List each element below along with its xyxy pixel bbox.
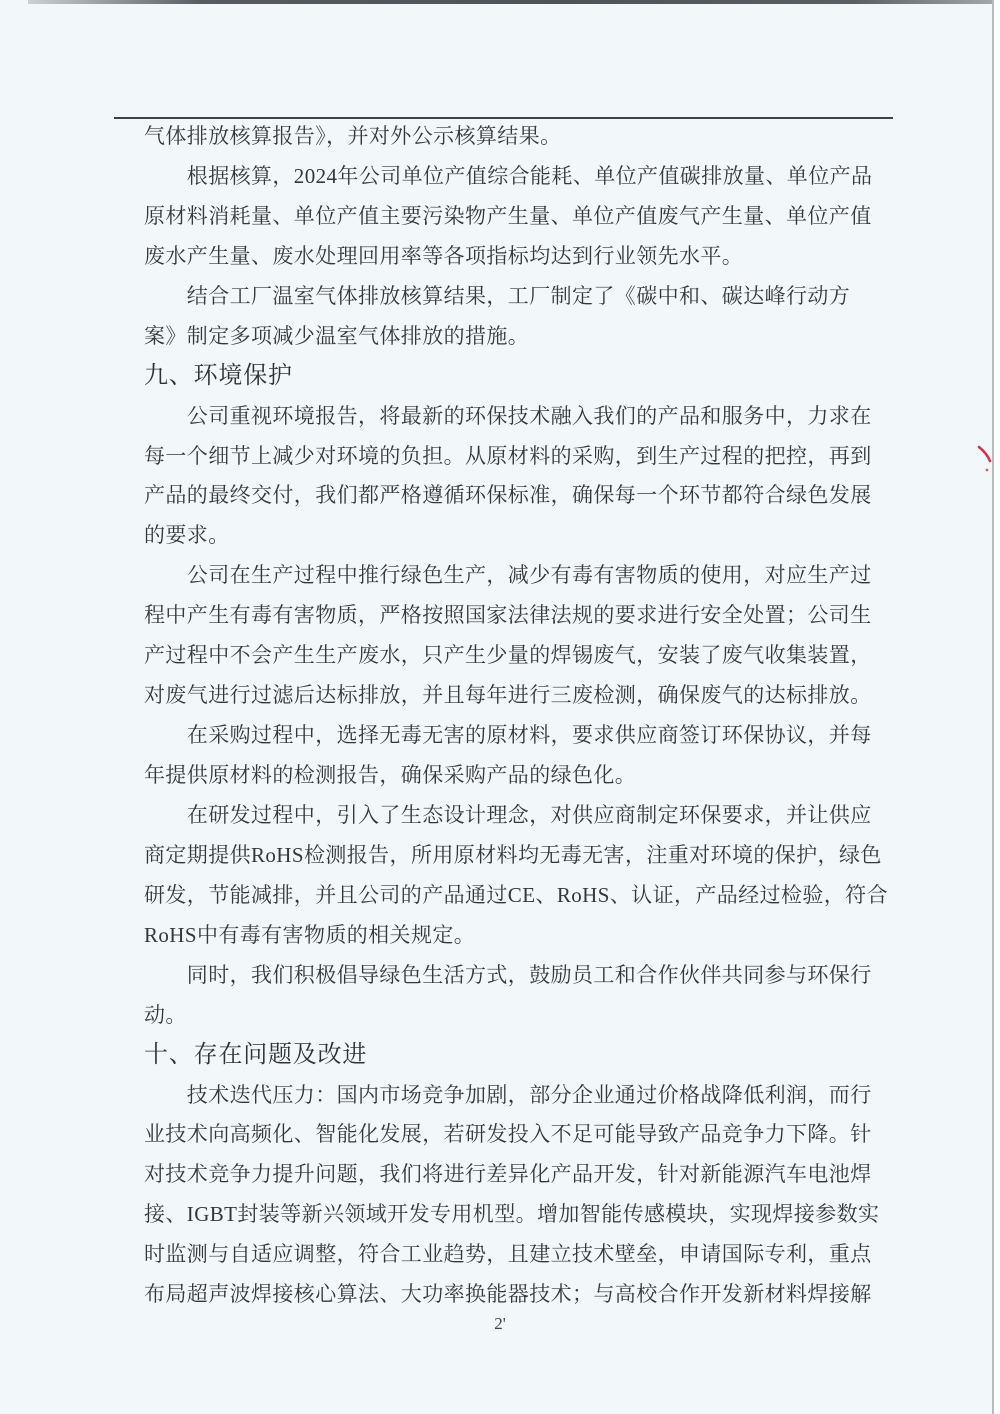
text-line: 商定期提供RoHS检测报告，所用原材料均无毒无害，注重对环境的保护，绿色 bbox=[144, 842, 882, 867]
text-line: 在采购过程中，选择无毒无害的原材料，要求供应商签订环保协议，并每 bbox=[144, 723, 872, 748]
text-line: 案》制定多项减少温室气体排放的措施。 bbox=[144, 323, 530, 348]
text-line: 业技术向高频化、智能化发展，若研发投入不足可能导致产品竞争力下降。针 bbox=[144, 1122, 872, 1147]
text-line: 对技术竞争力提升问题，我们将进行差异化产品开发，针对新能源汽车电池焊 bbox=[144, 1162, 872, 1187]
page-number: 2' bbox=[494, 1314, 506, 1333]
text-line: 产品的最终交付，我们都严格遵循环保标准，确保每一个环节都符合绿色发展 bbox=[144, 483, 872, 508]
scan-edge-right-line bbox=[992, 0, 994, 1414]
text-line: 时监测与自适应调整，符合工业趋势，且建立技术壁垒，申请国际专利，重点 bbox=[144, 1242, 872, 1267]
text-line: 接、IGBT封装等新兴领域开发专用机型。增加智能传感模块，实现焊接参数实 bbox=[144, 1202, 880, 1227]
text-line: RoHS中有毒有害物质的相关规定。 bbox=[144, 922, 476, 947]
text-line: 对废气进行过滤后达标排放，并且每年进行三废检测，确保废气的达标排放。 bbox=[144, 683, 872, 708]
text-line: 动。 bbox=[144, 1002, 187, 1027]
document-lines bbox=[144, 117, 888, 1315]
text-line: 在研发过程中，引入了生态设计理念，对供应商制定环保要求，并让供应 bbox=[144, 802, 872, 827]
text-line: 年提供原材料的检测报告，确保采购产品的绿色化。 bbox=[144, 763, 637, 787]
scan-edge-top bbox=[28, 0, 1000, 4]
text-line: 布局超声波焊接核心算法、大功率换能器技术；与高校合作开发新材料焊接解 bbox=[144, 1282, 872, 1307]
text-line: 气体排放核算报告》，并对外公示核算结果。 bbox=[144, 124, 562, 148]
text-line: 废水产生量、废水处理回用率等各项指标均达到行业领先水平。 bbox=[144, 243, 744, 268]
text-line: 研发，节能减排，并且公司的产品通过CE、RoHS、认证，产品经过检验，符合 bbox=[144, 882, 888, 907]
scan-edge-right-band bbox=[994, 0, 1000, 1414]
section-heading: 九、环境保护 bbox=[144, 362, 293, 389]
text-line: 公司在生产过程中推行绿色生产，减少有毒有害物质的使用，对应生产过 bbox=[144, 563, 872, 588]
text-line: 技术迭代压力：国内市场竞争加剧，部分企业通过价格战降低利润，而行 bbox=[144, 1082, 872, 1107]
text-line: 结合工厂温室气体排放核算结果，工厂制定了《碳中和、碳达峰行动方 bbox=[144, 283, 851, 308]
text-line: 根据核算，2024年公司单位产值综合能耗、单位产值碳排放量、单位产品 bbox=[144, 163, 873, 188]
text-line: 原材料消耗量、单位产值主要污染物产生量、单位产值废气产生量、单位产值 bbox=[144, 203, 872, 228]
text-line: 公司重视环境报告，将最新的环保技术融入我们的产品和服务中，力求在 bbox=[144, 403, 872, 428]
text-line: 产过程中不会产生生产废水，只产生少量的焊锡废气，安装了废气收集装置， bbox=[144, 643, 872, 668]
text-line: 同时，我们积极倡导绿色生活方式，鼓励员工和合作伙伴共同参与环保行 bbox=[144, 962, 872, 987]
text-line: 程中产生有毒有害物质，严格按照国家法律法规的要求进行安全处置；公司生 bbox=[144, 603, 872, 628]
section-heading: 十、存在问题及改进 bbox=[144, 1041, 368, 1068]
text-line: 的要求。 bbox=[144, 523, 230, 548]
red-pen-mark bbox=[975, 443, 1000, 479]
text-line: 每一个细节上减少对环境的负担。从原材料的采购，到生产过程的把控，再到 bbox=[144, 443, 872, 468]
